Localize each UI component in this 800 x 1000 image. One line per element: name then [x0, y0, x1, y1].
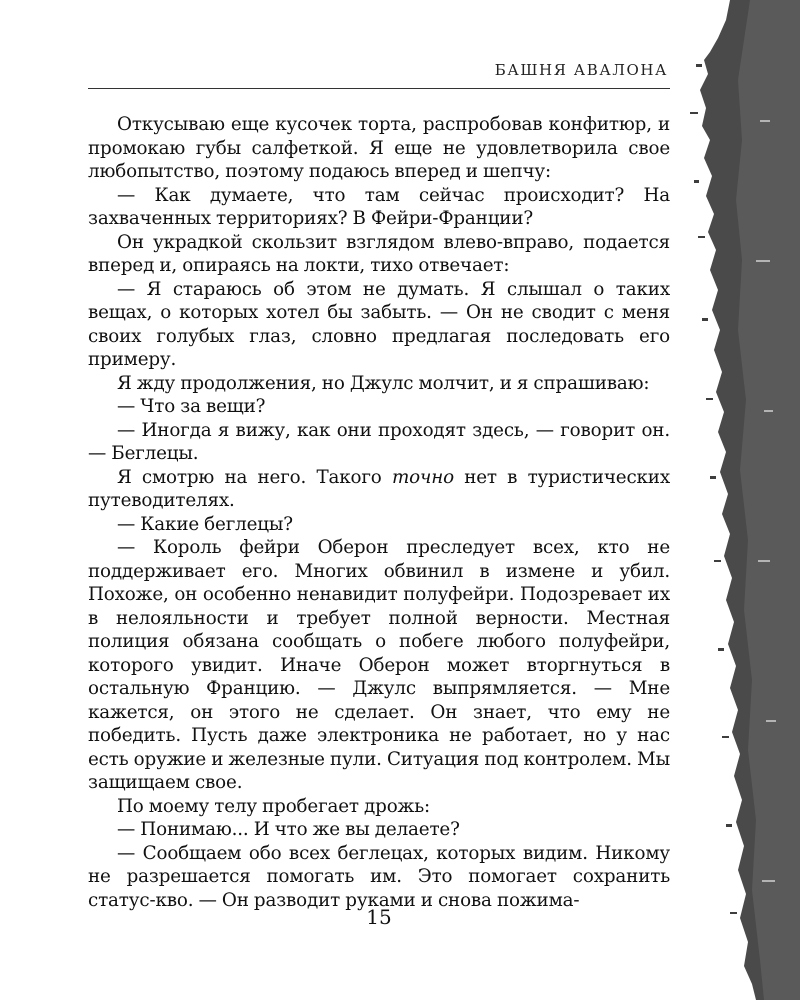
paragraph: По моему телу пробегает дрожь: [117, 795, 431, 817]
paragraph: Я жду продолжения, но Джулс молчит, и я спрашиваю: [117, 372, 650, 394]
torn-page-edge-decoration [660, 0, 800, 1000]
running-header: БАШНЯ АВАЛОНА [494, 61, 668, 79]
paragraph-text: Я смотрю на него. Такого [117, 466, 392, 488]
paragraph-with-emphasis [88, 466, 670, 513]
paragraph: — Какие беглецы? [117, 513, 293, 535]
body-text [88, 113, 670, 912]
paragraph: — Как думаете, что там сейчас происходит? На захваченных территориях? В Фейри-Франции? [88, 184, 670, 229]
paragraph: — Сообщаем обо всех беглецах, которых видим. Никому не разрешается помогать им. Это помогает сохранить статус-кво. — Он разводит руками и снова пожима- [88, 842, 670, 911]
paragraph: Он украдкой скользит взглядом влево-вправо, подается вперед и, опираясь на локти, тихо отвечает: [88, 231, 670, 276]
page-number: 15 [366, 905, 392, 929]
paragraph: — Что за вещи? [117, 396, 266, 417]
paragraph-text: нет в туристических путеводителях. [88, 466, 670, 511]
header-divider [88, 88, 670, 89]
paragraph: — Король фейри Оберон преследует всех, кто не поддерживает его. Многих обвинил в измене и убил. Похоже, он особенно ненавидит полуфейри. Подозревает их в нелояльности и требует полной верности. Местная полиция обязана сообщать о побеге любого полуфейри, которого увидит. Иначе Оберон может вторгнуться в остальную Францию. — Джулс выпрямляется. — Мне кажется, он этого не сделает. Он знает, что ему не победить. Пусть даже электроника не работает, но у нас есть оружие и железные пули. Ситуация под контролем. Мы защищаем свое. [88, 537, 671, 793]
paragraph: — Понимаю... И что же вы делаете? [117, 819, 460, 840]
paragraph: — Я стараюсь об этом не думать. Я слышал о таких вещах, о которых хотел бы забыть. — Он не сводит с меня своих голубых глаз, словно предлагая последовать его примеру. [88, 278, 670, 370]
emphasized-word: точно [391, 466, 454, 488]
paragraph: — Иногда я вижу, как они проходят здесь, — говорит он. — Беглецы. [88, 419, 670, 464]
paragraph: Откусываю еще кусочек торта, распробовав конфитюр, и промокаю губы салфеткой. Я еще не удовлетворила свое любопытство, поэтому подаюсь вперед и шепчу: [88, 114, 670, 182]
